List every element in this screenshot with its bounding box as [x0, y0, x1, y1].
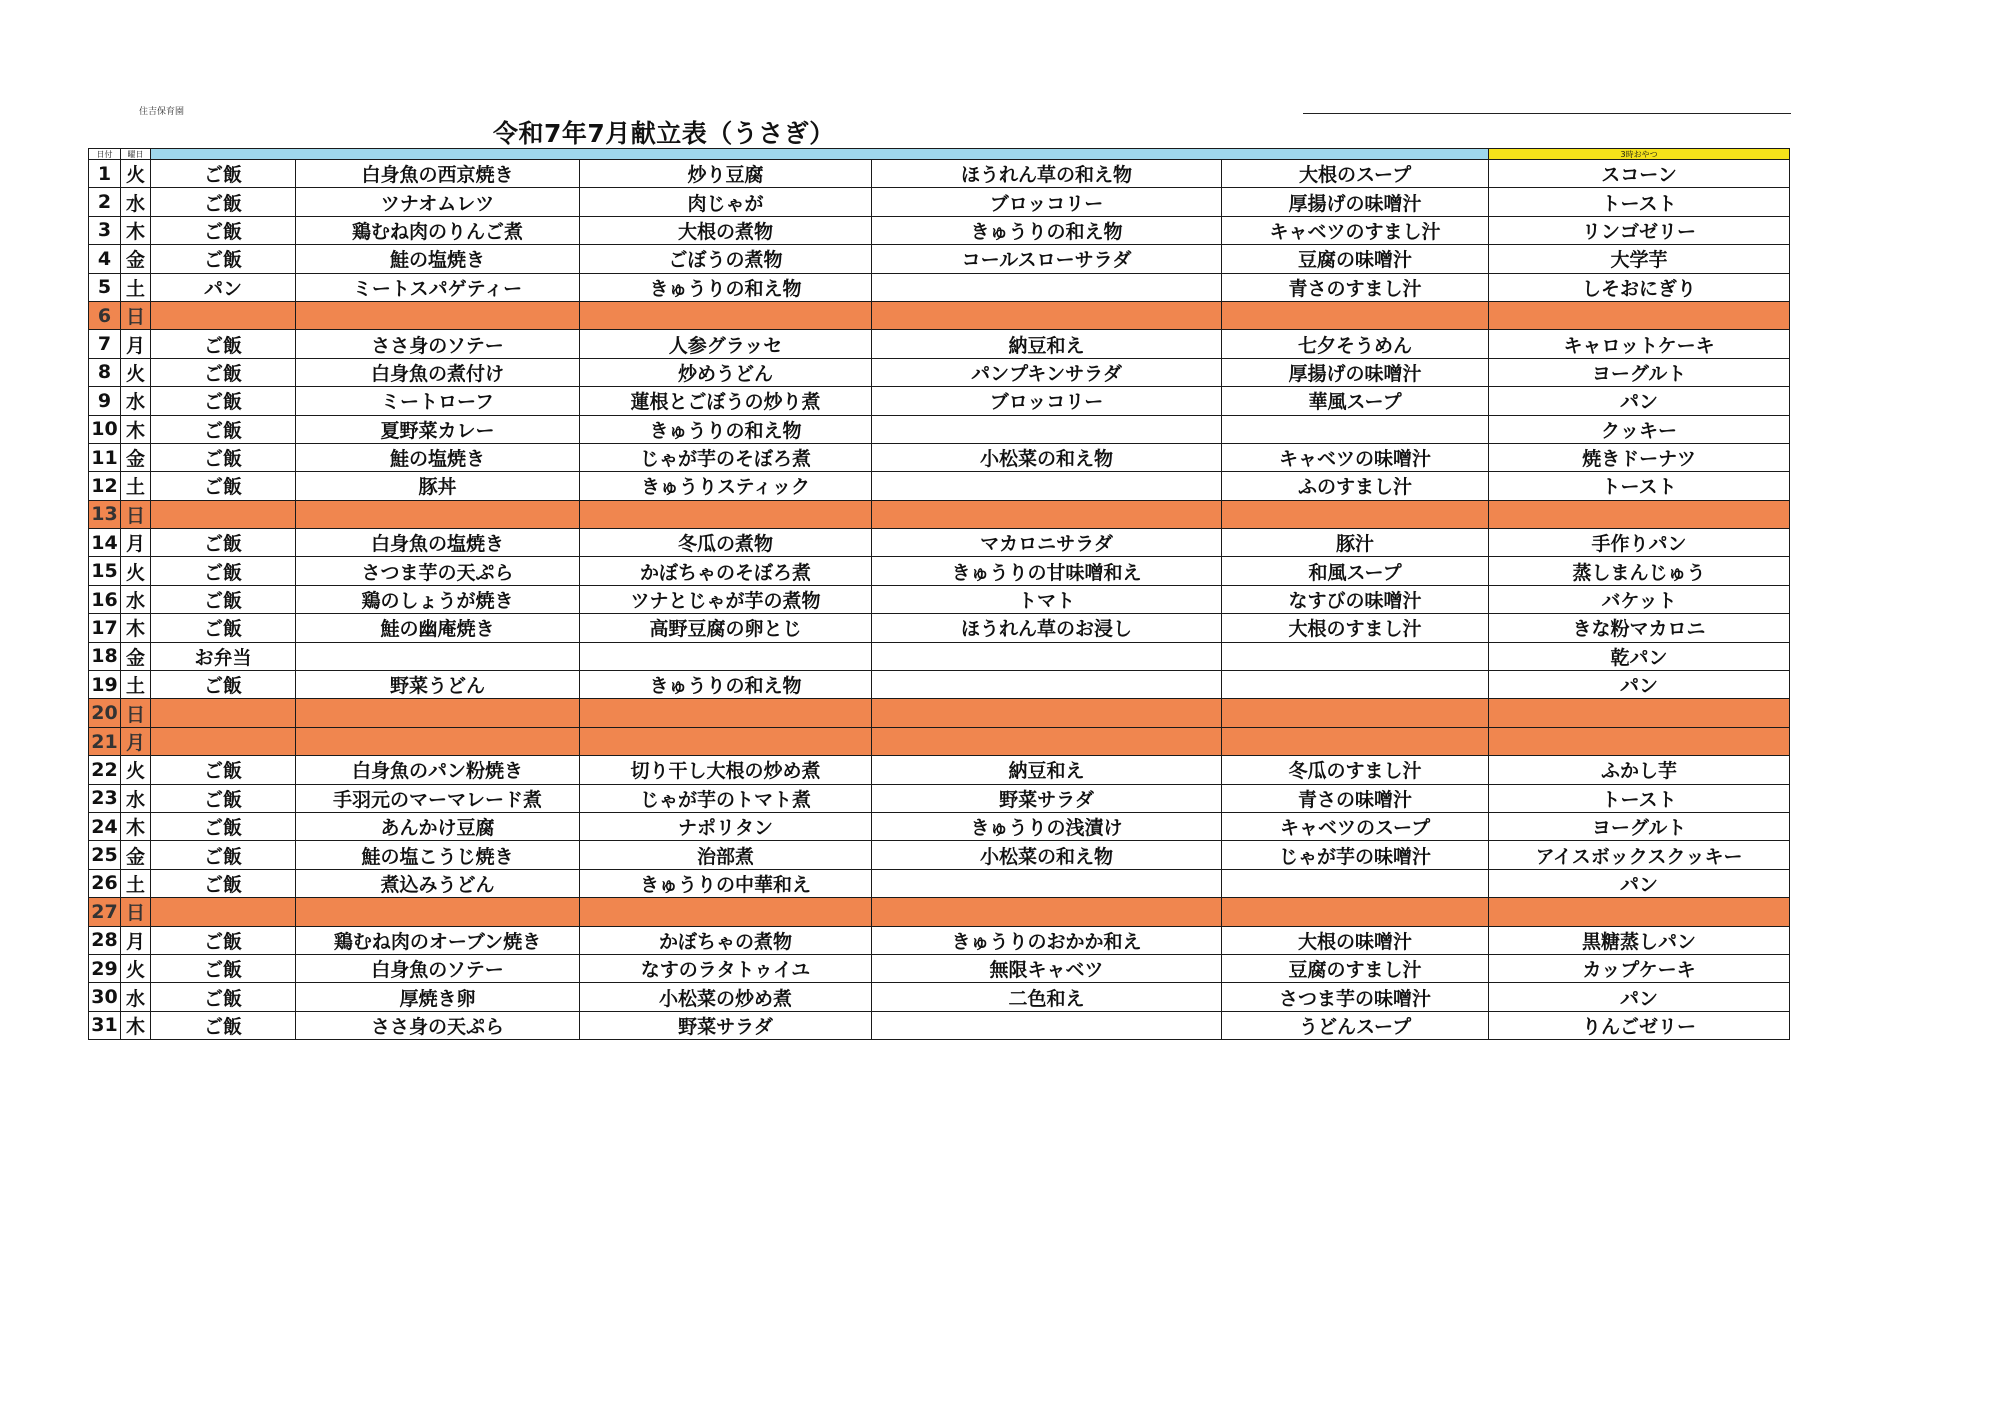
side-dish-2-cell: きゅうりの和え物: [872, 216, 1222, 244]
table-row-holiday: [89, 301, 1790, 329]
main-dish-cell: 白身魚の塩焼き: [296, 529, 580, 557]
soup-cell: 華風スープ: [1222, 387, 1489, 415]
main-dish-cell: [296, 500, 580, 528]
page-title: 令和7年7月献立表（うさぎ）: [493, 119, 835, 148]
side-dish-2-cell: 無限キャベツ: [872, 954, 1222, 982]
side-dish-2-cell: [872, 642, 1222, 670]
main-dish-cell: 厚焼き卵: [296, 983, 580, 1011]
day-cell: 19: [89, 671, 121, 699]
snack-cell: [1489, 699, 1790, 727]
snack-cell: トースト: [1489, 472, 1790, 500]
side-dish-1-cell: じゃが芋のトマト煮: [580, 784, 872, 812]
main-dish-cell: ささ身のソテー: [296, 330, 580, 358]
table-row: [89, 387, 1790, 415]
day-cell: 21: [89, 727, 121, 755]
soup-cell: 冬瓜のすまし汁: [1222, 756, 1489, 784]
day-cell: 10: [89, 415, 121, 443]
day-cell: 4: [89, 245, 121, 273]
table-row: [89, 415, 1790, 443]
day-cell: 13: [89, 500, 121, 528]
staple-cell: ご飯: [151, 472, 296, 500]
soup-cell: 豆腐のすまし汁: [1222, 954, 1489, 982]
snack-cell: パン: [1489, 671, 1790, 699]
snack-cell: 焼きドーナツ: [1489, 443, 1790, 471]
snack-cell: スコーン: [1489, 160, 1790, 188]
table-row: [89, 869, 1790, 897]
day-cell: 27: [89, 898, 121, 926]
side-dish-1-cell: なすのラタトゥイユ: [580, 954, 872, 982]
day-cell: 16: [89, 585, 121, 613]
soup-cell: 七夕そうめん: [1222, 330, 1489, 358]
side-dish-1-cell: きゅうりスティック: [580, 472, 872, 500]
weekday-cell: 土: [121, 273, 151, 301]
snack-cell: 手作りパン: [1489, 529, 1790, 557]
soup-cell: 厚揚げの味噌汁: [1222, 358, 1489, 386]
side-dish-2-cell: 小松菜の和え物: [872, 443, 1222, 471]
main-dish-cell: 鶏むね肉のりんご煮: [296, 216, 580, 244]
day-cell: 1: [89, 160, 121, 188]
main-dish-cell: あんかけ豆腐: [296, 812, 580, 840]
day-cell: 26: [89, 869, 121, 897]
header-snack: 3時おやつ: [1489, 149, 1790, 160]
soup-cell: 豆腐の味噌汁: [1222, 245, 1489, 273]
side-dish-2-cell: [872, 273, 1222, 301]
soup-cell: じゃが芋の味噌汁: [1222, 841, 1489, 869]
staple-cell: お弁当: [151, 642, 296, 670]
weekday-cell: 火: [121, 358, 151, 386]
main-dish-cell: ミートローフ: [296, 387, 580, 415]
weekday-cell: 日: [121, 500, 151, 528]
side-dish-2-cell: ほうれん草のお浸し: [872, 614, 1222, 642]
main-dish-cell: 鶏のしょうが焼き: [296, 585, 580, 613]
staple-cell: [151, 898, 296, 926]
side-dish-1-cell: 炒り豆腐: [580, 160, 872, 188]
main-dish-cell: [296, 642, 580, 670]
side-dish-2-cell: 納豆和え: [872, 756, 1222, 784]
snack-cell: [1489, 500, 1790, 528]
weekday-cell: 月: [121, 330, 151, 358]
staple-cell: [151, 727, 296, 755]
staple-cell: ご飯: [151, 188, 296, 216]
side-dish-1-cell: 高野豆腐の卵とじ: [580, 614, 872, 642]
staple-cell: ご飯: [151, 529, 296, 557]
weekday-cell: 木: [121, 415, 151, 443]
table-row: [89, 983, 1790, 1011]
side-dish-1-cell: 肉じゃが: [580, 188, 872, 216]
weekday-cell: 金: [121, 841, 151, 869]
side-dish-1-cell: 野菜サラダ: [580, 1011, 872, 1039]
day-cell: 6: [89, 301, 121, 329]
staple-cell: ご飯: [151, 756, 296, 784]
day-cell: 5: [89, 273, 121, 301]
header-lunch-band: [151, 149, 1489, 160]
main-dish-cell: 白身魚のソテー: [296, 954, 580, 982]
snack-cell: 黒糖蒸しパン: [1489, 926, 1790, 954]
soup-cell: 厚揚げの味噌汁: [1222, 188, 1489, 216]
table-row: [89, 784, 1790, 812]
main-dish-cell: 鮭の塩焼き: [296, 443, 580, 471]
table-row: [89, 273, 1790, 301]
side-dish-1-cell: じゃが芋のそぼろ煮: [580, 443, 872, 471]
staple-cell: ご飯: [151, 387, 296, 415]
main-dish-cell: さつま芋の天ぷら: [296, 557, 580, 585]
main-dish-cell: ささ身の天ぷら: [296, 1011, 580, 1039]
snack-cell: 乾パン: [1489, 642, 1790, 670]
soup-cell: [1222, 301, 1489, 329]
main-dish-cell: 野菜うどん: [296, 671, 580, 699]
main-dish-cell: 鶏むね肉のオーブン焼き: [296, 926, 580, 954]
main-dish-cell: 白身魚の西京焼き: [296, 160, 580, 188]
main-dish-cell: 手羽元のマーマレード煮: [296, 784, 580, 812]
weekday-cell: 水: [121, 188, 151, 216]
snack-cell: [1489, 727, 1790, 755]
day-cell: 8: [89, 358, 121, 386]
side-dish-2-cell: [872, 1011, 1222, 1039]
table-row-holiday: [89, 898, 1790, 926]
side-dish-2-cell: マカロニサラダ: [872, 529, 1222, 557]
snack-cell: カップケーキ: [1489, 954, 1790, 982]
side-dish-2-cell: [872, 671, 1222, 699]
day-cell: 7: [89, 330, 121, 358]
side-dish-2-cell: [872, 869, 1222, 897]
table-row: [89, 443, 1790, 471]
weekday-cell: 木: [121, 1011, 151, 1039]
soup-cell: [1222, 415, 1489, 443]
table-row: [89, 671, 1790, 699]
staple-cell: ご飯: [151, 614, 296, 642]
side-dish-1-cell: 治部煮: [580, 841, 872, 869]
weekday-cell: 金: [121, 642, 151, 670]
weekday-cell: 土: [121, 472, 151, 500]
menu-table-body: [89, 160, 1790, 1040]
staple-cell: [151, 500, 296, 528]
snack-cell: 大学芋: [1489, 245, 1790, 273]
side-dish-1-cell: かぼちゃの煮物: [580, 926, 872, 954]
staple-cell: [151, 699, 296, 727]
main-dish-cell: [296, 727, 580, 755]
table-row: [89, 160, 1790, 188]
main-dish-cell: 豚丼: [296, 472, 580, 500]
staple-cell: ご飯: [151, 869, 296, 897]
table-row: [89, 926, 1790, 954]
table-row: [89, 358, 1790, 386]
staple-cell: ご飯: [151, 983, 296, 1011]
snack-cell: ヨーグルト: [1489, 358, 1790, 386]
soup-cell: ふのすまし汁: [1222, 472, 1489, 500]
table-row: [89, 756, 1790, 784]
staple-cell: [151, 301, 296, 329]
main-dish-cell: 夏野菜カレー: [296, 415, 580, 443]
side-dish-1-cell: [580, 301, 872, 329]
side-dish-2-cell: [872, 699, 1222, 727]
weekday-cell: 水: [121, 585, 151, 613]
staple-cell: ご飯: [151, 557, 296, 585]
main-dish-cell: 白身魚のパン粉焼き: [296, 756, 580, 784]
side-dish-1-cell: [580, 898, 872, 926]
soup-cell: 和風スープ: [1222, 557, 1489, 585]
side-dish-2-cell: ほうれん草の和え物: [872, 160, 1222, 188]
side-dish-1-cell: ツナとじゃが芋の煮物: [580, 585, 872, 613]
day-cell: 31: [89, 1011, 121, 1039]
side-dish-1-cell: 大根の煮物: [580, 216, 872, 244]
soup-cell: キャベツのすまし汁: [1222, 216, 1489, 244]
soup-cell: [1222, 898, 1489, 926]
organization-name: 住吉保育園: [139, 107, 185, 117]
soup-cell: [1222, 671, 1489, 699]
side-dish-1-cell: 炒めうどん: [580, 358, 872, 386]
day-cell: 2: [89, 188, 121, 216]
weekday-cell: 水: [121, 387, 151, 415]
day-cell: 17: [89, 614, 121, 642]
weekday-cell: 水: [121, 784, 151, 812]
weekday-cell: 日: [121, 301, 151, 329]
soup-cell: [1222, 869, 1489, 897]
soup-cell: キャベツの味噌汁: [1222, 443, 1489, 471]
soup-cell: 豚汁: [1222, 529, 1489, 557]
table-row: [89, 216, 1790, 244]
weekday-cell: 木: [121, 216, 151, 244]
side-dish-2-cell: 野菜サラダ: [872, 784, 1222, 812]
side-dish-2-cell: [872, 472, 1222, 500]
staple-cell: ご飯: [151, 671, 296, 699]
staple-cell: ご飯: [151, 926, 296, 954]
main-dish-cell: ツナオムレツ: [296, 188, 580, 216]
table-row: [89, 1011, 1790, 1039]
snack-cell: [1489, 898, 1790, 926]
side-dish-1-cell: [580, 642, 872, 670]
side-dish-1-cell: [580, 500, 872, 528]
table-row: [89, 642, 1790, 670]
snack-cell: トースト: [1489, 188, 1790, 216]
soup-cell: [1222, 500, 1489, 528]
snack-cell: バケット: [1489, 585, 1790, 613]
day-cell: 20: [89, 699, 121, 727]
main-dish-cell: 鮭の塩焼き: [296, 245, 580, 273]
soup-cell: なすびの味噌汁: [1222, 585, 1489, 613]
side-dish-1-cell: きゅうりの和え物: [580, 671, 872, 699]
snack-cell: [1489, 301, 1790, 329]
side-dish-1-cell: かぼちゃのそぼろ煮: [580, 557, 872, 585]
snack-cell: アイスボックスクッキー: [1489, 841, 1790, 869]
table-row: [89, 557, 1790, 585]
side-dish-2-cell: パンプキンサラダ: [872, 358, 1222, 386]
side-dish-1-cell: 小松菜の炒め煮: [580, 983, 872, 1011]
side-dish-1-cell: 冬瓜の煮物: [580, 529, 872, 557]
table-header-row: [89, 149, 1790, 160]
day-cell: 9: [89, 387, 121, 415]
side-dish-2-cell: ブロッコリー: [872, 387, 1222, 415]
snack-cell: トースト: [1489, 784, 1790, 812]
weekday-cell: 木: [121, 614, 151, 642]
weekday-cell: 金: [121, 443, 151, 471]
side-dish-2-cell: きゅうりの甘味噌和え: [872, 557, 1222, 585]
side-dish-2-cell: きゅうりのおかか和え: [872, 926, 1222, 954]
side-dish-2-cell: [872, 415, 1222, 443]
staple-cell: ご飯: [151, 443, 296, 471]
day-cell: 25: [89, 841, 121, 869]
weekday-cell: 日: [121, 699, 151, 727]
soup-cell: さつま芋の味噌汁: [1222, 983, 1489, 1011]
table-row: [89, 841, 1790, 869]
signature-line: [1303, 113, 1791, 114]
snack-cell: パン: [1489, 387, 1790, 415]
day-cell: 23: [89, 784, 121, 812]
side-dish-2-cell: [872, 898, 1222, 926]
table-row: [89, 614, 1790, 642]
side-dish-1-cell: きゅうりの和え物: [580, 415, 872, 443]
day-cell: 15: [89, 557, 121, 585]
table-row: [89, 245, 1790, 273]
soup-cell: [1222, 727, 1489, 755]
staple-cell: ご飯: [151, 160, 296, 188]
snack-cell: キャロットケーキ: [1489, 330, 1790, 358]
staple-cell: ご飯: [151, 358, 296, 386]
main-dish-cell: [296, 301, 580, 329]
staple-cell: ご飯: [151, 415, 296, 443]
day-cell: 12: [89, 472, 121, 500]
table-row: [89, 954, 1790, 982]
staple-cell: ご飯: [151, 1011, 296, 1039]
soup-cell: 青さの味噌汁: [1222, 784, 1489, 812]
soup-cell: [1222, 699, 1489, 727]
side-dish-1-cell: ごぼうの煮物: [580, 245, 872, 273]
staple-cell: パン: [151, 273, 296, 301]
snack-cell: りんごゼリー: [1489, 1011, 1790, 1039]
weekday-cell: 月: [121, 926, 151, 954]
weekday-cell: 水: [121, 983, 151, 1011]
snack-cell: クッキー: [1489, 415, 1790, 443]
soup-cell: うどんスープ: [1222, 1011, 1489, 1039]
side-dish-2-cell: コールスローサラダ: [872, 245, 1222, 273]
header-day: 日付: [89, 149, 121, 160]
snack-cell: ヨーグルト: [1489, 812, 1790, 840]
side-dish-1-cell: ナポリタン: [580, 812, 872, 840]
side-dish-1-cell: 切り干し大根の炒め煮: [580, 756, 872, 784]
side-dish-2-cell: [872, 727, 1222, 755]
side-dish-1-cell: 蓮根とごぼうの炒り煮: [580, 387, 872, 415]
side-dish-2-cell: 小松菜の和え物: [872, 841, 1222, 869]
table-row: [89, 472, 1790, 500]
table-row-holiday: [89, 727, 1790, 755]
weekday-cell: 木: [121, 812, 151, 840]
weekday-cell: 火: [121, 160, 151, 188]
weekday-cell: 月: [121, 727, 151, 755]
side-dish-1-cell: [580, 727, 872, 755]
side-dish-2-cell: 二色和え: [872, 983, 1222, 1011]
side-dish-2-cell: ブロッコリー: [872, 188, 1222, 216]
table-row: [89, 812, 1790, 840]
side-dish-2-cell: 納豆和え: [872, 330, 1222, 358]
day-cell: 24: [89, 812, 121, 840]
weekday-cell: 日: [121, 898, 151, 926]
day-cell: 22: [89, 756, 121, 784]
weekday-cell: 土: [121, 671, 151, 699]
day-cell: 18: [89, 642, 121, 670]
staple-cell: ご飯: [151, 784, 296, 812]
main-dish-cell: 鮭の塩こうじ焼き: [296, 841, 580, 869]
side-dish-2-cell: トマト: [872, 585, 1222, 613]
table-row-holiday: [89, 500, 1790, 528]
staple-cell: ご飯: [151, 841, 296, 869]
snack-cell: ふかし芋: [1489, 756, 1790, 784]
weekday-cell: 金: [121, 245, 151, 273]
menu-table: [88, 148, 1790, 1040]
header-weekday: 曜日: [121, 149, 151, 160]
table-row: [89, 585, 1790, 613]
weekday-cell: 月: [121, 529, 151, 557]
snack-cell: パン: [1489, 869, 1790, 897]
soup-cell: 大根のすまし汁: [1222, 614, 1489, 642]
snack-cell: パン: [1489, 983, 1790, 1011]
side-dish-2-cell: [872, 301, 1222, 329]
side-dish-1-cell: きゅうりの和え物: [580, 273, 872, 301]
day-cell: 29: [89, 954, 121, 982]
soup-cell: 青さのすまし汁: [1222, 273, 1489, 301]
weekday-cell: 土: [121, 869, 151, 897]
soup-cell: 大根のスープ: [1222, 160, 1489, 188]
main-dish-cell: [296, 898, 580, 926]
table-row: [89, 188, 1790, 216]
weekday-cell: 火: [121, 756, 151, 784]
staple-cell: ご飯: [151, 954, 296, 982]
main-dish-cell: ミートスパゲティー: [296, 273, 580, 301]
snack-cell: しそおにぎり: [1489, 273, 1790, 301]
side-dish-2-cell: [872, 500, 1222, 528]
soup-cell: [1222, 642, 1489, 670]
main-dish-cell: 煮込みうどん: [296, 869, 580, 897]
side-dish-1-cell: 人参グラッセ: [580, 330, 872, 358]
day-cell: 14: [89, 529, 121, 557]
staple-cell: ご飯: [151, 812, 296, 840]
staple-cell: ご飯: [151, 216, 296, 244]
soup-cell: キャベツのスープ: [1222, 812, 1489, 840]
side-dish-1-cell: きゅうりの中華和え: [580, 869, 872, 897]
weekday-cell: 火: [121, 557, 151, 585]
day-cell: 30: [89, 983, 121, 1011]
main-dish-cell: 鮭の幽庵焼き: [296, 614, 580, 642]
table-row: [89, 529, 1790, 557]
soup-cell: 大根の味噌汁: [1222, 926, 1489, 954]
weekday-cell: 火: [121, 954, 151, 982]
side-dish-1-cell: [580, 699, 872, 727]
table-row-holiday: [89, 699, 1790, 727]
side-dish-2-cell: きゅうりの浅漬け: [872, 812, 1222, 840]
staple-cell: ご飯: [151, 245, 296, 273]
main-dish-cell: 白身魚の煮付け: [296, 358, 580, 386]
snack-cell: 蒸しまんじゅう: [1489, 557, 1790, 585]
day-cell: 28: [89, 926, 121, 954]
main-dish-cell: [296, 699, 580, 727]
snack-cell: きな粉マカロニ: [1489, 614, 1790, 642]
staple-cell: ご飯: [151, 330, 296, 358]
table-row: [89, 330, 1790, 358]
staple-cell: ご飯: [151, 585, 296, 613]
day-cell: 3: [89, 216, 121, 244]
day-cell: 11: [89, 443, 121, 471]
snack-cell: リンゴゼリー: [1489, 216, 1790, 244]
